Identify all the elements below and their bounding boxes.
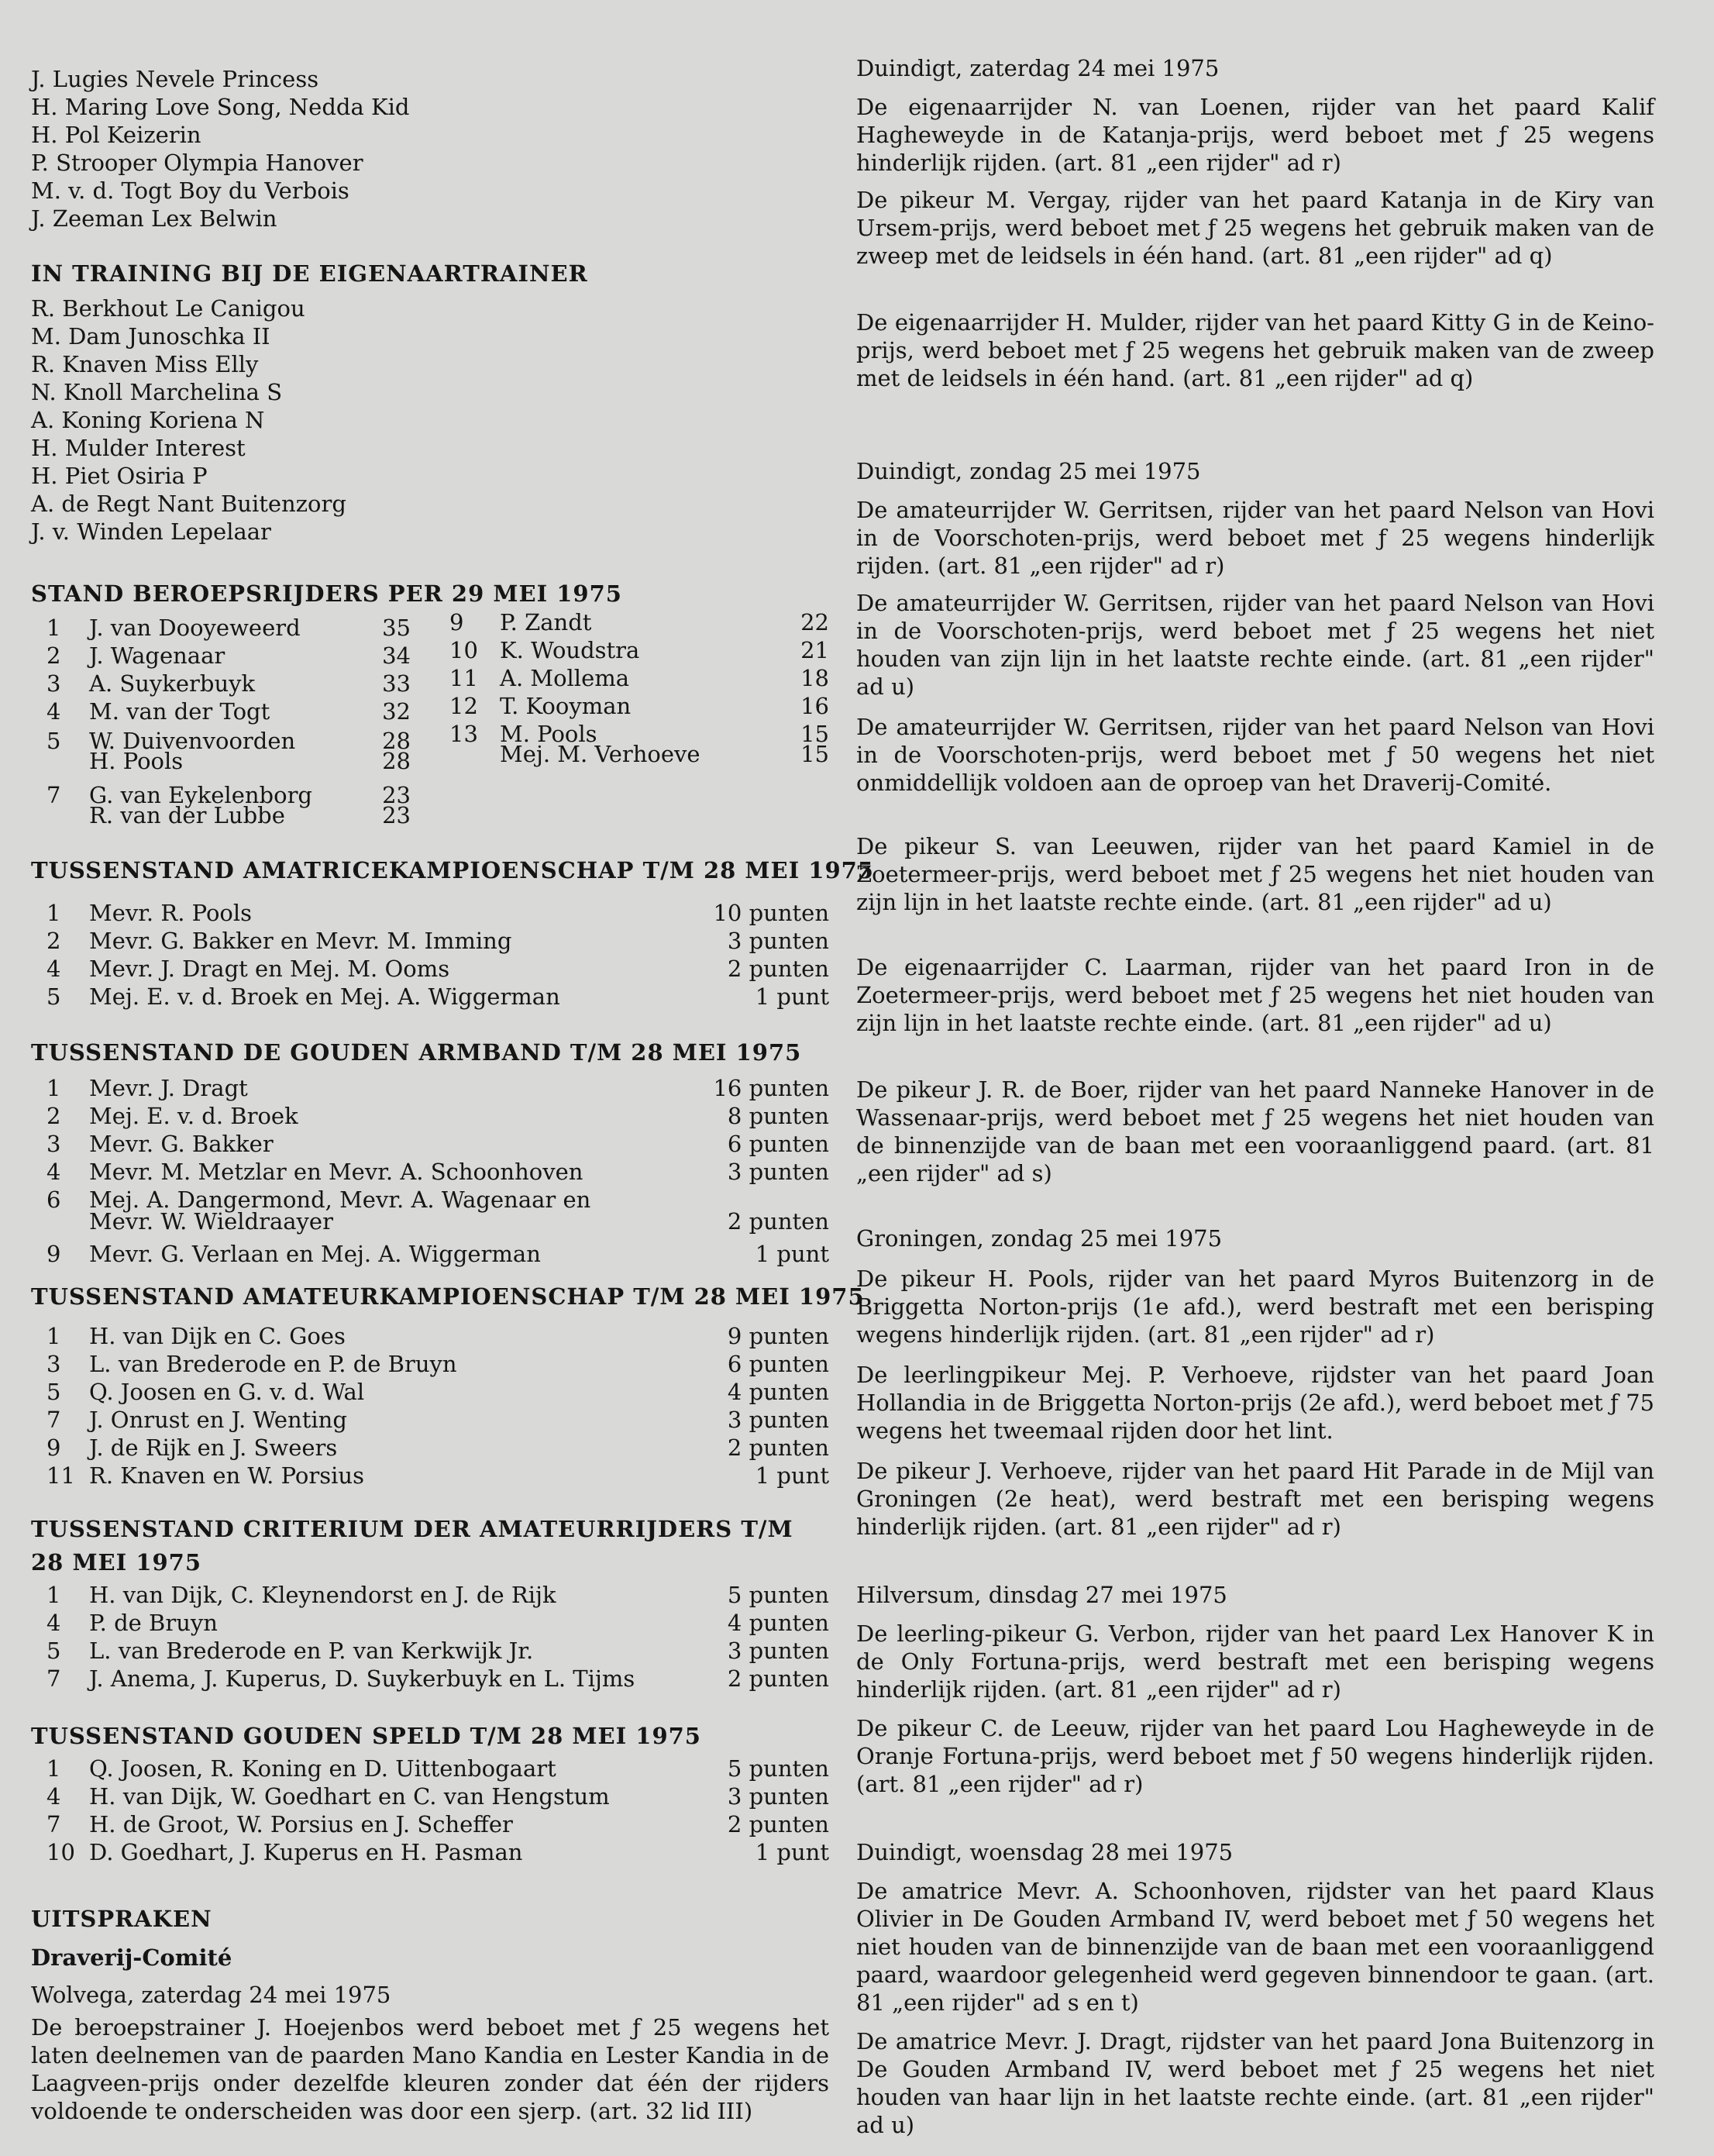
criterium-heading: TUSSENSTAND CRITERIUM DER AMATEURRIJDERS T/M: [31, 1516, 793, 1542]
standings-row: 2 Mej. E. v. d. Broek 8 punten: [46, 1103, 829, 1129]
stand-row: 3 A. Suykerbuyk 33: [46, 670, 411, 697]
standings-row: 9 J. de Rijk en J. Sweers 2 punten: [46, 1434, 829, 1461]
uitspraken-heading: UITSPRAKEN: [31, 1906, 212, 1932]
standings-row: Mevr. W. Wieldraayer 2 punten: [89, 1208, 829, 1235]
standings-row: 4 P. de Bruyn 4 punten: [46, 1610, 829, 1636]
standings-row: 9 Mevr. G. Verlaan en Mej. A. Wiggerman 1 punt: [46, 1241, 829, 1267]
standings-row: 1 Mevr. J. Dragt 16 punten: [46, 1075, 829, 1101]
ruling-paragraph: De pikeur J. Verhoeve, rijder van het paard Hit Parade in de Mijl van Groningen (2e heat), werd bestraft met een berisping wegens hinderlijk rijden. (art. 81 „een rijder" ad r): [856, 1458, 1654, 1540]
criterium-heading-date: 28 MEI 1975: [31, 1549, 202, 1576]
owner-line: H. Maring Love Song, Nedda Kid: [31, 94, 410, 120]
stand-row: 4 M. van der Togt 32: [46, 698, 411, 725]
stand-row: H. Pools 28: [89, 748, 411, 774]
section-date: Duindigt, zaterdag 24 mei 1975: [856, 55, 1220, 81]
section-date: Duindigt, woensdag 28 mei 1975: [856, 1839, 1234, 1865]
standings-row: 3 L. van Brederode en P. de Bruyn 6 punten: [46, 1351, 829, 1377]
ruling-paragraph: De amatrice Mevr. J. Dragt, rijdster van het paard Jona Buitenzorg in De Gouden Armband IV, werd beboet met ƒ 25 wegens het niet houden van haar lijn in het laatste rechte einde. (art. 81 „een rijder" ad u): [856, 2028, 1654, 2138]
ruling-paragraph: De pikeur H. Pools, rijder van het paard Myros Buitenzorg in de Briggetta Norton-prijs (1e afd.), werd bestraft met een berisping wegens hinderlijk rijden. (art. 81 „een rijder" ad r): [856, 1266, 1654, 1348]
stand-row: 13 M. Pools 15: [449, 721, 829, 747]
stand-row: 12 T. Kooyman 16: [449, 693, 829, 719]
standings-row: 1 H. van Dijk, C. Kleynendorst en J. de Rijk 5 punten: [46, 1582, 829, 1608]
owner-line: M. v. d. Togt Boy du Verbois: [31, 177, 349, 204]
owner-line: H. Pol Keizerin: [31, 122, 201, 148]
ruling-paragraph: De eigenaarrijder H. Mulder, rijder van het paard Kitty G in de Keino-prijs, werd beboet met ƒ 25 wegens het gebruik maken van de zweep met de leidsels in één hand. (art. 81 „een rijder" ad q): [856, 309, 1654, 391]
standings-row: 3 Mevr. G. Bakker 6 punten: [46, 1131, 829, 1157]
stand-row: R. van der Lubbe 23: [89, 802, 411, 828]
stand-row: Mej. M. Verhoeve 15: [500, 741, 829, 767]
owner-line: P. Strooper Olympia Hanover: [31, 150, 363, 176]
ruling-paragraph: De pikeur S. van Leeuwen, rijder van het paard Kamiel in de Zoetermeer-prijs, werd beboet met ƒ 25 wegens het niet houden van zijn lijn in het laatste rechte einde. (art. 81 „een rijder" ad u): [856, 833, 1654, 915]
owner-line: J. Zeeman Lex Belwin: [31, 205, 277, 232]
standings-row: 5 Mej. E. v. d. Broek en Mej. A. Wiggerman 1 punt: [46, 983, 829, 1010]
standings-row: 7 H. de Groot, W. Porsius en J. Scheffer 2 punten: [46, 1811, 829, 1837]
ruling-paragraph: De pikeur J. R. de Boer, rijder van het paard Nanneke Hanover in de Wassenaar-prijs, werd beboet met ƒ 25 wegens het niet houden van de binnenzijde van de baan met een vooraanliggend paard. (art. 81 „een rijder" ad s): [856, 1076, 1654, 1186]
stand-heading: STAND BEROEPSRIJDERS PER 29 MEI 1975: [31, 580, 622, 607]
training-item: H. Piet Osiria P: [31, 463, 208, 489]
training-item: M. Dam Junoschka II: [31, 323, 270, 350]
ruling-paragraph: De amateurrijder W. Gerritsen, rijder van het paard Nelson van Hovi in de Voorschoten-prijs, werd beboet met ƒ 25 wegens het niet houden van zijn lijn in het laatste rechte einde. (art. 81 „een rijder" ad u): [856, 590, 1654, 700]
standings-row: 2 Mevr. G. Bakker en Mevr. M. Imming 3 punten: [46, 928, 829, 954]
training-item: R. Knaven Miss Elly: [31, 351, 259, 377]
stand-row: 1 J. van Dooyeweerd 35: [46, 615, 411, 641]
training-heading: IN TRAINING BIJ DE EIGENAARTRAINER: [31, 260, 588, 287]
standings-row: 7 J. Onrust en J. Wenting 3 punten: [46, 1407, 829, 1433]
armband-heading: TUSSENSTAND DE GOUDEN ARMBAND T/M 28 MEI 1975: [31, 1039, 802, 1066]
ruling-paragraph: De pikeur M. Vergay, rijder van het paard Katanja in de Kiry van Ursem-prijs, werd beboet met ƒ 25 wegens het gebruik maken van de zweep met de leidsels in één hand. (art. 81 „een rijder" ad q): [856, 187, 1654, 269]
speld-heading: TUSSENSTAND GOUDEN SPELD T/M 28 MEI 1975: [31, 1723, 701, 1749]
ruling-paragraph: De amateurrijder W. Gerritsen, rijder van het paard Nelson van Hovi in de Voorschoten-prijs, werd beboet met ƒ 50 wegens het niet onmiddellijk voldoen aan de oproep van het Draverij-Comité.: [856, 714, 1654, 796]
ruling-paragraph: De eigenaarrijder N. van Loenen, rijder van het paard Kalif Hagheweyde in de Katanja-prijs, werd beboet met ƒ 25 wegens hinderlijk rijden. (art. 81 „een rijder" ad r): [856, 94, 1654, 176]
training-item: A. Koning Koriena N: [31, 407, 265, 433]
stand-row: 2 J. Wagenaar 34: [46, 642, 411, 669]
stand-row: 5 W. Duivenvoorden 28: [46, 728, 411, 754]
stand-row: 11 A. Mollema 18: [449, 665, 829, 691]
standings-row: 7 J. Anema, J. Kuperus, D. Suykerbuyk en L. Tijms 2 punten: [46, 1665, 829, 1692]
standings-row: 1 H. van Dijk en C. Goes 9 punten: [46, 1323, 829, 1349]
wolvega-date: Wolvega, zaterdag 24 mei 1975: [31, 1982, 391, 2008]
committee-subheading: Draverij-Comité: [31, 1944, 232, 1971]
standings-row: 10 D. Goedhart, J. Kuperus en H. Pasman 1 punt: [46, 1839, 829, 1865]
standings-row: 4 Mevr. J. Dragt en Mej. M. Ooms 2 punten: [46, 956, 829, 982]
owner-line: J. Lugies Nevele Princess: [31, 66, 319, 92]
ruling-paragraph: De amateurrijder W. Gerritsen, rijder van het paard Nelson van Hovi in de Voorschoten-prijs, werd beboet met ƒ 25 wegens hinderlijk rijden. (art. 81 „een rijder" ad r): [856, 497, 1654, 579]
standings-row: 1 Mevr. R. Pools 10 punten: [46, 900, 829, 926]
standings-row: 11 R. Knaven en W. Porsius 1 punt: [46, 1462, 829, 1489]
training-item: R. Berkhout Le Canigou: [31, 295, 305, 322]
stand-row: 9 P. Zandt 22: [449, 609, 829, 635]
amateur-heading: TUSSENSTAND AMATEURKAMPIOENSCHAP T/M 28 MEI 1975: [31, 1283, 865, 1310]
wolvega-text: De beroepstrainer J. Hoejenbos werd beboet met ƒ 25 wegens het laten deelnemen van de paarden Mano Kandia en Lester Kandia in de Laagveen-prijs onder dezelfde kleuren zonder dat één der rijders voldoende te onderscheiden was door een sjerp. (art. 32 lid III): [31, 2014, 829, 2124]
section-date: Groningen, zondag 25 mei 1975: [856, 1225, 1223, 1252]
standings-row: 1 Q. Joosen, R. Koning en D. Uittenbogaart 5 punten: [46, 1755, 829, 1782]
amatrice-heading: TUSSENSTAND AMATRICEKAMPIOENSCHAP T/M 28 MEI 1975: [31, 857, 874, 883]
training-item: J. v. Winden Lepelaar: [31, 518, 271, 545]
ruling-paragraph: De eigenaarrijder C. Laarman, rijder van het paard Iron in de Zoetermeer-prijs, werd beboet met ƒ 25 wegens het niet houden van zijn lijn in het laatste rechte einde. (art. 81 „een rijder" ad u): [856, 954, 1654, 1036]
training-item: N. Knoll Marchelina S: [31, 379, 283, 405]
ruling-paragraph: De leerlingpikeur Mej. P. Verhoeve, rijdster van het paard Joan Hollandia in de Briggetta Norton-prijs (2e afd.), werd beboet met ƒ 75 wegens het tweemaal rijden door het lint.: [856, 1362, 1654, 1444]
ruling-paragraph: De amatrice Mevr. A. Schoonhoven, rijdster van het paard Klaus Olivier in De Gouden Armband IV, werd beboet met ƒ 50 wegens het niet houden van de binnenzijde van de baan met een vooraanliggend paard, waardoor gelegenheid werd gegeven binnendoor te gaan. (art. 81 „een rijder" ad s en t): [856, 1878, 1654, 2016]
standings-row: 4 H. van Dijk, W. Goedhart en C. van Hengstum 3 punten: [46, 1783, 829, 1810]
stand-row: 7 G. van Eykelenborg 23: [46, 782, 411, 808]
standings-row: 5 L. van Brederode en P. van Kerkwijk Jr. 3 punten: [46, 1638, 829, 1664]
standings-row: 4 Mevr. M. Metzlar en Mevr. A. Schoonhoven 3 punten: [46, 1159, 829, 1185]
ruling-paragraph: De leerling-pikeur G. Verbon, rijder van het paard Lex Hanover K in de Only Fortuna-prijs, werd bestraft met een berisping wegens hinderlijk rijden. (art. 81 „een rijder" ad r): [856, 1620, 1654, 1703]
training-item: H. Mulder Interest: [31, 435, 246, 461]
training-item: A. de Regt Nant Buitenzorg: [31, 491, 346, 517]
stand-row: 10 K. Woudstra 21: [449, 637, 829, 663]
ruling-paragraph: De pikeur C. de Leeuw, rijder van het paard Lou Hagheweyde in de Oranje Fortuna-prijs, werd beboet met ƒ 50 wegens hinderlijk rijden. (art. 81 „een rijder" ad r): [856, 1715, 1654, 1797]
section-date: Hilversum, dinsdag 27 mei 1975: [856, 1582, 1227, 1608]
section-date: Duindigt, zondag 25 mei 1975: [856, 458, 1201, 484]
standings-row: 6 Mej. A. Dangermond, Mevr. A. Wagenaar en: [46, 1186, 591, 1213]
standings-row: 5 Q. Joosen en G. v. d. Wal 4 punten: [46, 1379, 829, 1405]
